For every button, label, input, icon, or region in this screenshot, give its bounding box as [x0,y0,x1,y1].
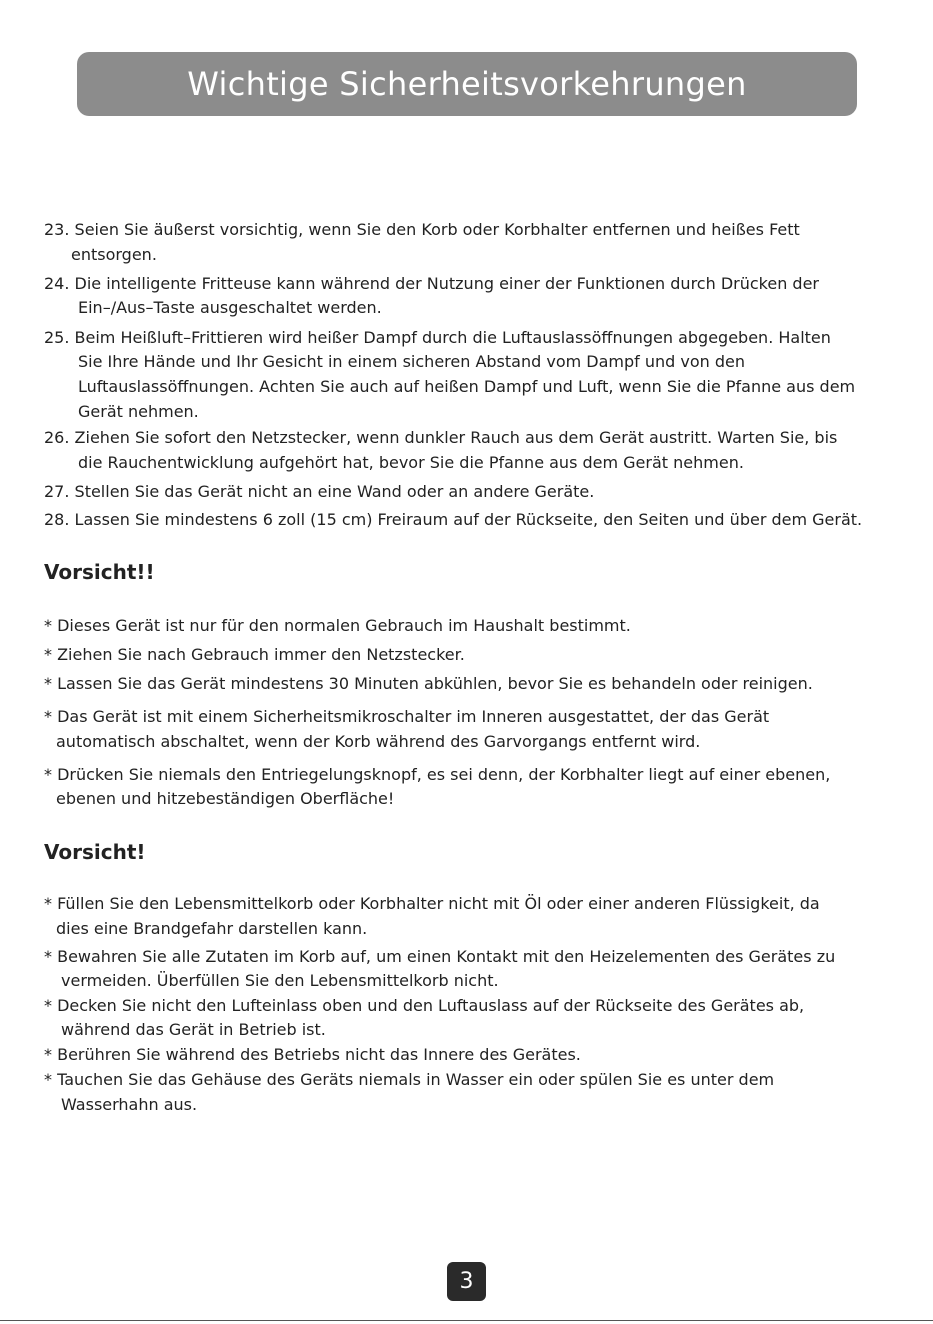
caution2-item-5-line2: Wasserhahn aus. [61,1095,198,1114]
caution2-item-4: * Berühren Sie während des Betriebs nicht das Innere des Gerätes. [44,1045,581,1064]
item-25-line3: Luftauslassöffnungen. Achten Sie auch auf heißen Dampf und Luft, wenn Sie die Pfanne aus dem [78,377,856,396]
item-26-line2: die Rauchentwicklung aufgehört hat, bevor Sie die Pfanne aus dem Gerät nehmen. [78,453,744,472]
caution2-item-2-line2: vermeiden. Überfüllen Sie den Lebensmittelkorb nicht. [61,971,499,990]
page-number: 3 [459,1269,474,1294]
caution2-item-2-line1: * Bewahren Sie alle Zutaten im Korb auf, um einen Kontakt mit den Heizelementen des Gerätes zu [44,947,836,966]
caution-item-3: * Lassen Sie das Gerät mindestens 30 Minuten abkühlen, bevor Sie es behandeln oder reinigen. [44,674,813,693]
section-heading-vorsicht-1: Vorsicht!! [44,560,155,584]
caution-item-4-line2: automatisch abschaltet, wenn der Korb während des Garvorgangs entfernt wird. [56,732,701,751]
caution2-item-1-line2: dies eine Brandgefahr darstellen kann. [56,919,368,938]
item-23-line2: entsorgen. [71,245,157,264]
caution-item-2: * Ziehen Sie nach Gebrauch immer den Netzstecker. [44,645,465,664]
item-27-line1: 27. Stellen Sie das Gerät nicht an eine Wand oder an andere Geräte. [44,482,595,501]
caution2-item-3-line1: * Decken Sie nicht den Lufteinlass oben und den Luftauslass auf der Rückseite des Gerätes ab, [44,996,805,1015]
caution2-item-1-line1: * Füllen Sie den Lebensmittelkorb oder Korbhalter nicht mit Öl oder einer anderen Flüssigkeit, da [44,894,820,913]
item-25-line4: Gerät nehmen. [78,402,199,421]
item-25-line2: Sie Ihre Hände und Ihr Gesicht in einem sicheren Abstand vom Dampf und von den [78,352,746,371]
item-28-line1: 28. Lassen Sie mindestens 6 zoll (15 cm) Freiraum auf der Rückseite, den Seiten und über dem Gerät. [44,510,863,529]
section-heading-vorsicht-2: Vorsicht! [44,840,146,864]
item-24-line1: 24. Die intelligente Fritteuse kann während der Nutzung einer der Funktionen durch Drücken der [44,274,819,293]
item-24-line2: Ein–/Aus–Taste ausgeschaltet werden. [78,298,382,317]
caution2-item-5-line1: * Tauchen Sie das Gehäuse des Geräts niemals in Wasser ein oder spülen Sie es unter dem [44,1070,775,1089]
item-25-line1: 25. Beim Heißluft–Frittieren wird heißer Dampf durch die Luftauslassöffnungen abgegeben. Halten [44,328,831,347]
page-title: Wichtige Sicherheitsvorkehrungen [187,65,747,103]
page-number-badge [447,1262,486,1301]
caution2-item-3-line2: während das Gerät in Betrieb ist. [61,1020,326,1039]
caution-item-5-line2: ebenen und hitzebeständigen Oberfläche! [56,789,395,808]
caution-item-1: * Dieses Gerät ist nur für den normalen Gebrauch im Haushalt bestimmt. [44,616,631,635]
caution-item-4-line1: * Das Gerät ist mit einem Sicherheitsmikroschalter im Inneren ausgestattet, der das Gerät [44,707,770,726]
caution-item-5-line1: * Drücken Sie niemals den Entriegelungsknopf, es sei denn, der Korbhalter liegt auf einer ebenen, [44,765,831,784]
item-23-line1: 23. Seien Sie äußerst vorsichtig, wenn Sie den Korb oder Korbhalter entfernen und heißes Fett [44,220,800,239]
title-banner [77,52,857,116]
item-26-line1: 26. Ziehen Sie sofort den Netzstecker, wenn dunkler Rauch aus dem Gerät austritt. Warten Sie, bis [44,428,838,447]
bottom-divider [0,1320,933,1321]
